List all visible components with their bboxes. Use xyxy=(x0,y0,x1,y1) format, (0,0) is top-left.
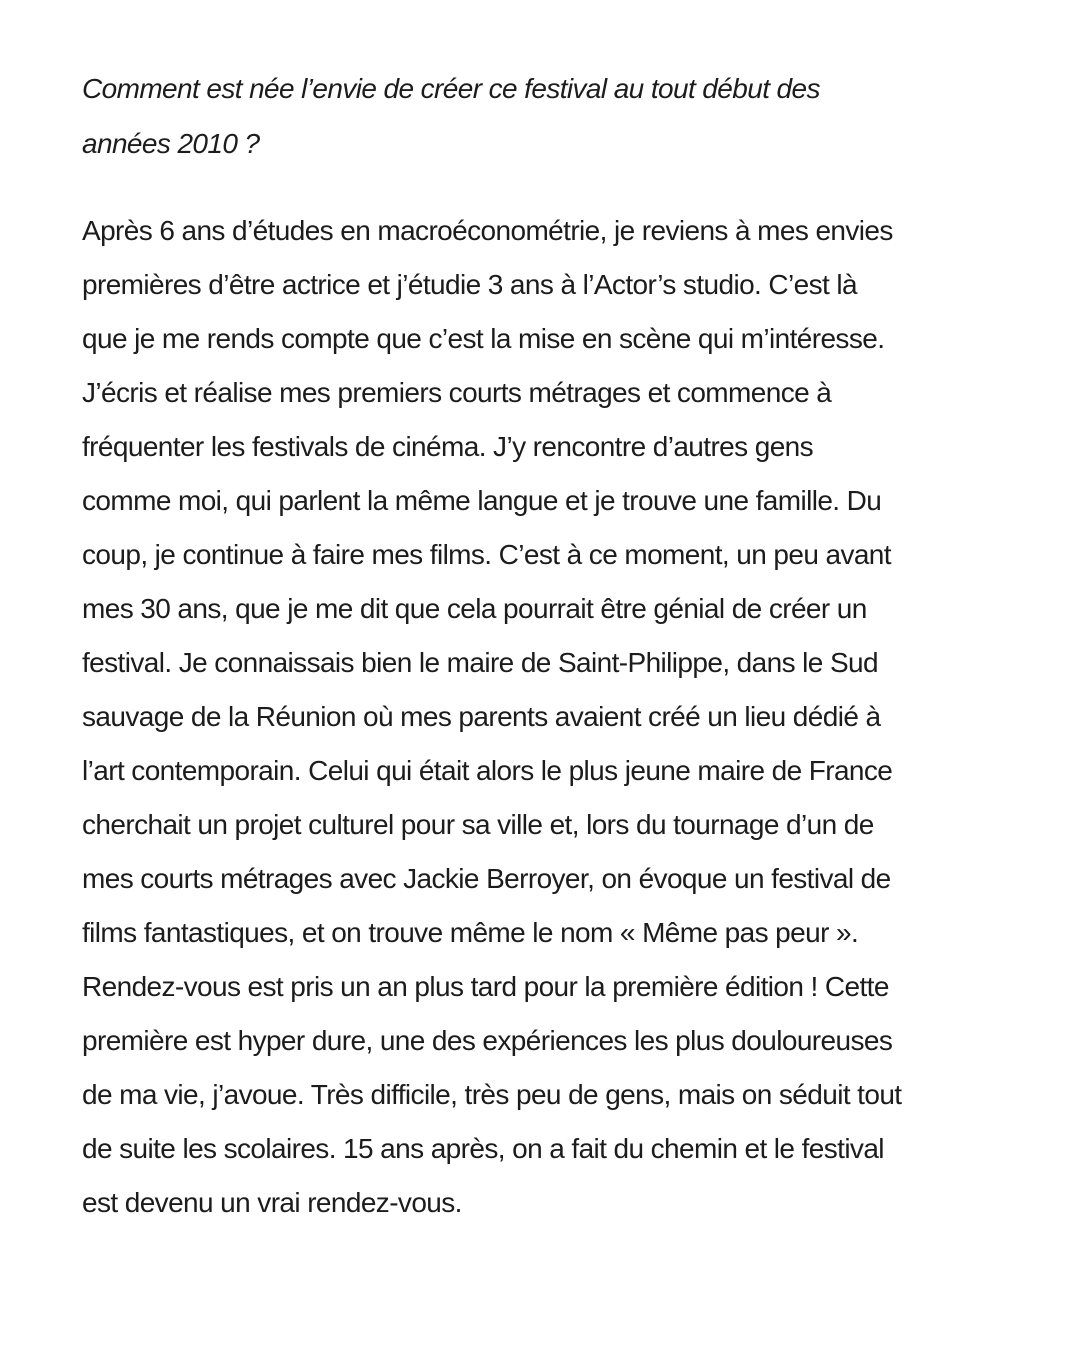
text-line: Rendez-vous est pris un an plus tard pour la première édition ! Cette xyxy=(82,971,889,1002)
interview-question xyxy=(82,61,1020,171)
text-line: l’art contemporain. Celui qui était alors le plus jeune maire de France xyxy=(82,755,893,786)
text-line: fréquenter les festivals de cinéma. J’y rencontre d’autres gens xyxy=(82,431,814,462)
text-line: comme moi, qui parlent la même langue et je trouve une famille. Du xyxy=(82,485,882,516)
text-line: de ma vie, j’avoue. Très difficile, très peu de gens, mais on séduit tout xyxy=(82,1079,902,1110)
text-line: première est hyper dure, une des expériences les plus douloureuses xyxy=(82,1025,893,1056)
text-line: Après 6 ans d’études en macroéconométrie, je reviens à mes envies xyxy=(82,215,893,246)
interview-answer xyxy=(82,204,1020,1230)
text-line: est devenu un vrai rendez-vous. xyxy=(82,1187,462,1218)
text-line: Comment est née l’envie de créer ce festival au tout début des xyxy=(82,73,820,104)
text-line: cherchait un projet culturel pour sa ville et, lors du tournage d’un de xyxy=(82,809,874,840)
text-line: de suite les scolaires. 15 ans après, on a fait du chemin et le festival xyxy=(82,1133,884,1164)
text-line: premières d’être actrice et j’étudie 3 ans à l’Actor’s studio. C’est là xyxy=(82,269,857,300)
text-line: années 2010 ? xyxy=(82,128,260,159)
text-line: festival. Je connaissais bien le maire de Saint-Philippe, dans le Sud xyxy=(82,647,878,678)
text-line: que je me rends compte que c’est la mise en scène qui m’intéresse. xyxy=(82,323,885,354)
text-line: films fantastiques, et on trouve même le nom « Même pas peur ». xyxy=(82,917,859,948)
text-line: mes courts métrages avec Jackie Berroyer, on évoque un festival de xyxy=(82,863,891,894)
text-line: sauvage de la Réunion où mes parents avaient créé un lieu dédié à xyxy=(82,701,881,732)
text-line: J’écris et réalise mes premiers courts métrages et commence à xyxy=(82,377,832,408)
text-line: coup, je continue à faire mes films. C’est à ce moment, un peu avant xyxy=(82,539,891,570)
text-line: mes 30 ans, que je me dit que cela pourrait être génial de créer un xyxy=(82,593,867,624)
